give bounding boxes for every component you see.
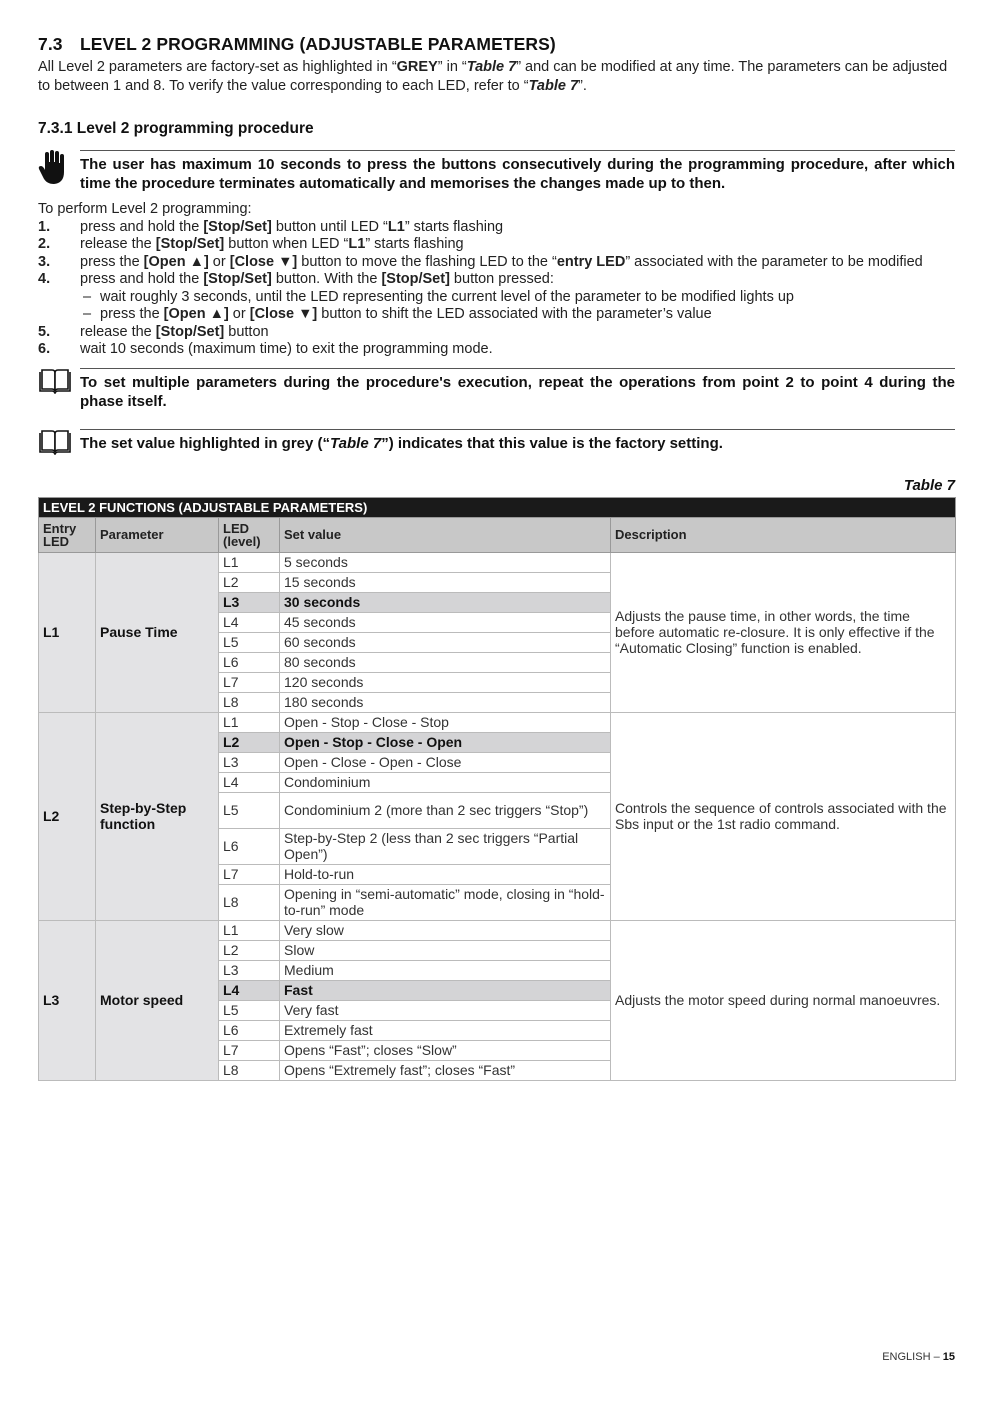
led-level-cell: L1 (219, 712, 280, 732)
led-name: L1 (387, 218, 405, 235)
entry-led-cell: L1 (39, 552, 96, 712)
parameter-cell: Pause Time (96, 552, 219, 712)
step-number: 2. (38, 236, 51, 252)
dash-marker: – (83, 288, 92, 305)
info-note-text: To set multiple parameters during the procedure's execution, repeat the operations from point 2 to point 4 during the phase itself. (80, 368, 955, 411)
button-name: [Open ▲] (143, 253, 209, 270)
procedure-step (38, 341, 955, 359)
set-value-cell: Slow (280, 940, 611, 960)
step-text: release the (80, 236, 156, 252)
step-text: button (224, 323, 269, 340)
table-reference: Table 7 (528, 78, 579, 94)
intro-text: ” and can be modified at any time. The parameters can be adjusted to between 1 and 8. To verify the value corresponding to each LED, refer to “ (38, 59, 948, 94)
section-heading (38, 34, 955, 55)
led-name: L1 (348, 236, 366, 252)
procedure-step (38, 219, 955, 237)
table-row (39, 552, 956, 572)
intro-text: ” in “ (437, 59, 467, 75)
set-value-cell: Very fast (280, 1000, 611, 1020)
set-value-cell: Opens “Fast”; closes “Slow” (280, 1040, 611, 1060)
intro-text: ”. (578, 78, 587, 94)
table-reference: Table 7 (330, 434, 382, 452)
led-level-cell: L3 (219, 960, 280, 980)
table-row (39, 712, 956, 732)
button-name: [Open ▲] (163, 306, 229, 322)
info-note (38, 368, 955, 411)
column-header-set-value: Set value (280, 517, 611, 552)
warning-note (38, 150, 955, 193)
manual-book-icon (38, 429, 80, 459)
set-value-cell: 45 seconds (280, 612, 611, 632)
set-value-cell: Very slow (280, 920, 611, 940)
led-level-cell: L7 (219, 672, 280, 692)
column-header-entry-led: Entry LED (39, 517, 96, 552)
step-text: button to move the flashing LED to the “ (297, 253, 557, 270)
page-content (38, 34, 955, 1081)
button-name: [Stop/Set] (381, 271, 450, 287)
step-text: ” starts flashing (404, 218, 504, 235)
led-level-cell: L6 (219, 652, 280, 672)
led-level-cell: L5 (219, 792, 280, 828)
led-level-cell: L1 (219, 552, 280, 572)
procedure-step (38, 254, 955, 272)
set-value-cell: Open - Stop - Close - Open (280, 732, 611, 752)
sub-step-text: or (228, 306, 250, 322)
column-header-parameter: Parameter (96, 517, 219, 552)
set-value-cell: Fast (280, 980, 611, 1000)
parameter-cell: Step-by-Step function (96, 712, 219, 920)
step-text: or (208, 253, 230, 270)
step-text: press and hold the (80, 218, 204, 235)
set-value-cell: 80 seconds (280, 652, 611, 672)
button-name: [Close ▼] (229, 253, 298, 270)
section-number: 7.3 (38, 34, 63, 54)
led-level-cell: L2 (219, 572, 280, 592)
set-value-cell: Extremely fast (280, 1020, 611, 1040)
led-level-cell: L8 (219, 1060, 280, 1080)
led-level-cell: L4 (219, 980, 280, 1000)
set-value-cell: Step-by-Step 2 (less than 2 sec triggers “Partial Open”) (280, 828, 611, 864)
set-value-cell: Opens “Extremely fast”; closes “Fast” (280, 1060, 611, 1080)
procedure-step (38, 271, 955, 324)
entry-led-cell: L3 (39, 920, 96, 1080)
intro-text: All Level 2 parameters are factory-set as highlighted in “ (38, 59, 397, 75)
led-level-cell: L1 (219, 920, 280, 940)
step-number: 6. (38, 341, 51, 357)
info-note (38, 429, 955, 459)
set-value-cell: Medium (280, 960, 611, 980)
button-name: [Stop/Set] (203, 271, 272, 287)
led-level-cell: L8 (219, 884, 280, 920)
hand-stop-icon (38, 150, 80, 190)
subsection-title: 7.3.1 Level 2 programming procedure (38, 120, 314, 137)
led-level-cell: L8 (219, 692, 280, 712)
table-row (39, 920, 956, 940)
section-intro (38, 58, 955, 96)
description-cell: Adjusts the motor speed during normal manoeuvres. (611, 920, 956, 1080)
footer-language: ENGLISH – (882, 1351, 943, 1363)
led-level-cell: L2 (219, 940, 280, 960)
step-number: 5. (38, 323, 51, 340)
step-text: button pressed: (449, 271, 554, 287)
description-cell: Controls the sequence of controls associated with the Sbs input or the 1st radio command. (611, 712, 956, 920)
level2-functions-table (38, 497, 956, 1081)
sub-step (80, 306, 955, 324)
column-header-description: Description (611, 517, 956, 552)
step-text: ” associated with the parameter to be modified (625, 253, 923, 270)
led-level-cell: L3 (219, 592, 280, 612)
column-header-led-level: LED (level) (219, 517, 280, 552)
step-text: button when LED “ (224, 236, 349, 252)
set-value-cell: 60 seconds (280, 632, 611, 652)
manual-book-icon (38, 368, 80, 398)
set-value-cell: 120 seconds (280, 672, 611, 692)
led-level-cell: L7 (219, 864, 280, 884)
set-value-cell: Condominium 2 (more than 2 sec triggers “Stop”) (280, 792, 611, 828)
step-text: ” starts flashing (365, 236, 464, 252)
button-name: [Stop/Set] (155, 323, 225, 340)
sub-step-text: wait roughly 3 seconds, until the LED representing the current level of the parameter to be modified lights up (100, 288, 794, 305)
table-caption: Table 7 (903, 476, 955, 494)
set-value-cell: 30 seconds (280, 592, 611, 612)
intro-grey-term: GREY (396, 59, 438, 75)
procedure-step (38, 236, 955, 254)
led-level-cell: L5 (219, 1000, 280, 1020)
button-name: [Close ▼] (249, 306, 318, 322)
procedure-step (38, 324, 955, 342)
step-number: 3. (38, 253, 51, 270)
note-text: The set value highlighted in grey (“ (80, 434, 331, 452)
page-number: 15 (942, 1351, 955, 1363)
step-text: button. With the (271, 271, 382, 287)
led-level-cell: L3 (219, 752, 280, 772)
warning-note-text: The user has maximum 10 seconds to press the buttons consecutively during the programming procedure, after which time the procedure terminates automatically and memorises the changes made up to then. (80, 150, 955, 193)
led-level-cell: L6 (219, 1020, 280, 1040)
step-text: wait 10 seconds (maximum time) to exit the programming mode. (80, 341, 493, 357)
step-text: press and hold the (80, 271, 204, 287)
button-name: [Stop/Set] (203, 218, 272, 235)
info-note-text (80, 429, 955, 453)
sub-step (80, 289, 955, 307)
entry-led-term: entry LED (556, 253, 626, 270)
step-number: 1. (38, 218, 51, 235)
section-title: LEVEL 2 PROGRAMMING (ADJUSTABLE PARAMETERS) (80, 34, 556, 54)
led-level-cell: L2 (219, 732, 280, 752)
procedure-intro: To perform Level 2 programming: (38, 201, 252, 217)
set-value-cell: Hold-to-run (280, 864, 611, 884)
entry-led-cell: L2 (39, 712, 96, 920)
led-level-cell: L6 (219, 828, 280, 864)
description-cell: Adjusts the pause time, in other words, the time before automatic re-closure. It is only effective if the “Automatic Closing” function is enabled. (611, 552, 956, 712)
led-level-cell: L5 (219, 632, 280, 652)
table-title: LEVEL 2 FUNCTIONS (ADJUSTABLE PARAMETERS) (39, 497, 956, 517)
step-text: press the (80, 253, 144, 270)
led-level-cell: L7 (219, 1040, 280, 1060)
set-value-cell: Open - Stop - Close - Stop (280, 712, 611, 732)
procedure-steps (38, 219, 955, 359)
page-footer (882, 1351, 955, 1363)
note-text: ”) indicates that this value is the factory setting. (381, 434, 723, 452)
step-text: release the (80, 323, 156, 340)
step-number: 4. (38, 271, 51, 287)
led-level-cell: L4 (219, 772, 280, 792)
set-value-cell: Open - Close - Open - Close (280, 752, 611, 772)
button-name: [Stop/Set] (155, 236, 225, 252)
dash-marker: – (83, 306, 92, 322)
parameter-cell: Motor speed (96, 920, 219, 1080)
set-value-cell: 15 seconds (280, 572, 611, 592)
sub-step-text: button to shift the LED associated with the parameter’s value (317, 306, 712, 322)
step-text: button until LED “ (271, 218, 388, 235)
table-reference: Table 7 (466, 59, 517, 75)
led-level-cell: L4 (219, 612, 280, 632)
set-value-cell: Opening in “semi-automatic” mode, closing in “hold-to-run” mode (280, 884, 611, 920)
set-value-cell: Condominium (280, 772, 611, 792)
sub-step-text: press the (100, 306, 164, 322)
set-value-cell: 5 seconds (280, 552, 611, 572)
set-value-cell: 180 seconds (280, 692, 611, 712)
